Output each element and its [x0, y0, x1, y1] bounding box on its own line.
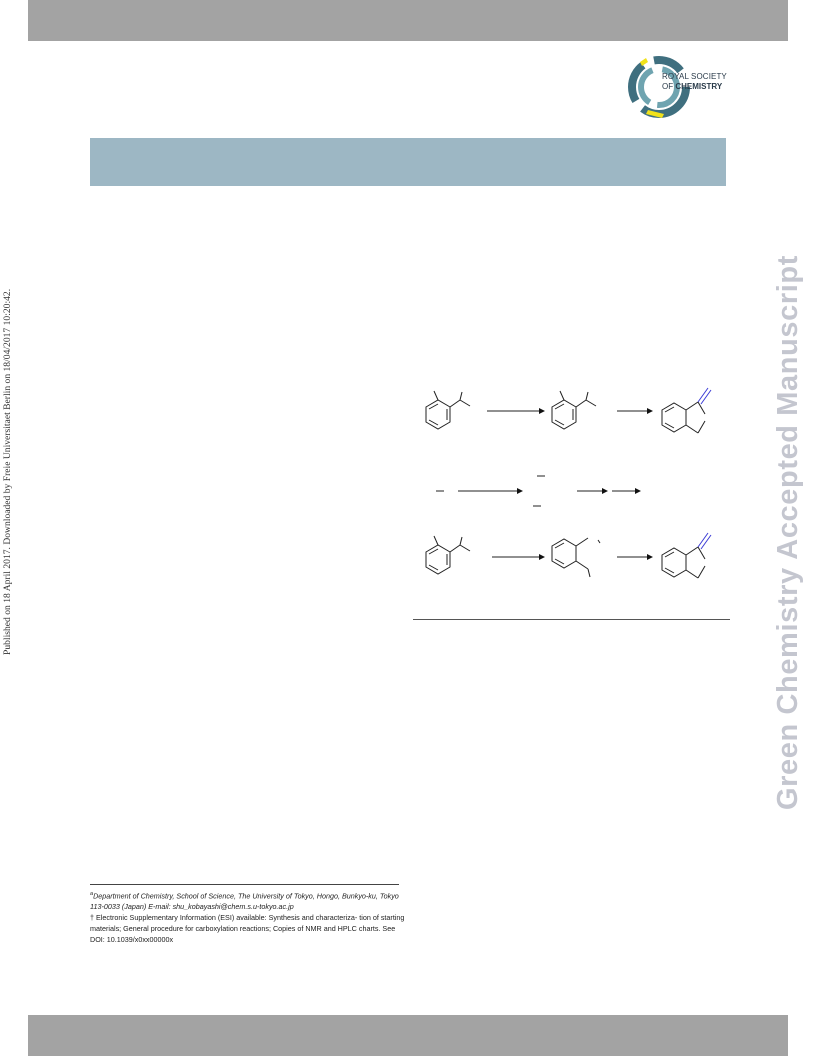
- watermark-text: Green Chemistry Accepted Manuscript: [772, 255, 804, 810]
- row1-substrate: [426, 391, 470, 429]
- affiliation-footnote: [90, 889, 405, 912]
- row3-substrate: [426, 536, 470, 574]
- row3-product: [662, 533, 711, 578]
- esi-footnote: † Electronic Supplementary Information (ESI) available: Synthesis and characteriza- tion of starting materials; General procedure for carboxylation reactions; Copies of NMR and HPLC charts. See DOI: 10.1039/x0xx00000x: [90, 913, 405, 945]
- logo-line2: [662, 82, 727, 92]
- logo-line1: ROYAL SOCIETY: [662, 72, 727, 81]
- top-band: [28, 0, 788, 41]
- row3-intermediate: [552, 538, 600, 577]
- publication-notice: [2, 235, 14, 655]
- logo-line2-bold: CHEMISTRY: [675, 82, 723, 91]
- footnote-divider: [90, 884, 399, 885]
- row1-intermediate: [552, 391, 596, 429]
- scheme-divider: [413, 619, 730, 620]
- logo-line2-prefix: OF: [662, 82, 674, 91]
- logo-text: [662, 72, 727, 92]
- row1-product: [662, 388, 711, 433]
- footnotes: [90, 889, 405, 945]
- accepted-manuscript-watermark: [772, 240, 806, 810]
- reaction-scheme: [412, 380, 732, 602]
- title-banner: [90, 138, 726, 186]
- affiliation-text: Department of Chemistry, School of Science, The University of Tokyo, Hongo, Bunkyo-ku, Tokyo 113-0033 (Japan) E-mail: shu_kobayashi@chem.s.u-tokyo.ac.jp: [90, 891, 399, 912]
- bottom-band: [28, 1015, 788, 1056]
- publication-notice-text: Published on 18 April 2017. Downloaded by Freie Universitaet Berlin on 18/04/2017 10:20:42.: [2, 288, 13, 655]
- affiliation-marker: a: [90, 891, 94, 897]
